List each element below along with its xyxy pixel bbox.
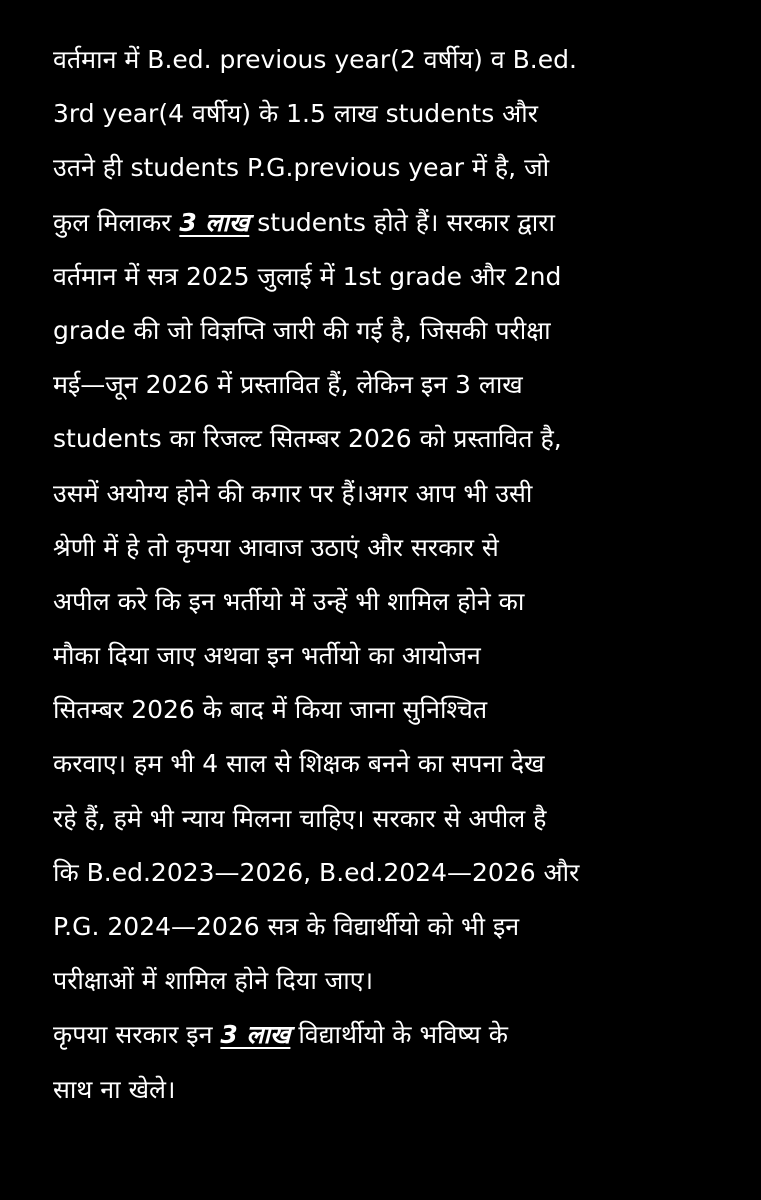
text-line: grade की जो विज्ञप्ति जारी की गई है, जिसकी परीक्षा (53, 315, 551, 345)
emphasis-3-lakh: 3 लाख (179, 207, 250, 237)
text-line: students का रिजल्ट सितम्बर 2026 को प्रस्तावित है, (53, 424, 562, 454)
text-line: सितम्बर 2026 के बाद में किया जाना सुनिश्चित (53, 695, 488, 725)
text-line: 3rd year(4 वर्षीय) के 1.5 लाख students और (53, 99, 538, 129)
text-line: मई—जून 2026 में प्रस्तावित हैं, लेकिन इन 3 लाख (53, 370, 523, 400)
text-line: कि B.ed.2023—2026, B.ed.2024—2026 और (53, 857, 580, 887)
text-line: श्रेणी में हे तो कृपया आवाज उठाएं और सरकार से (53, 532, 499, 562)
text-line: वर्तमान में सत्र 2025 जुलाई में 1st grade और 2nd (53, 261, 562, 291)
text-line: वर्तमान में B.ed. previous year(2 वर्षीय) व B.ed. (53, 45, 577, 74)
text-line: करवाए। हम भी 4 साल से शिक्षक बनने का सपना देख (53, 749, 545, 779)
text-line: मौका दिया जाए अथवा इन भर्तीयो का आयोजन (53, 641, 481, 671)
text-line: अपील करे कि इन भर्तीयो में उन्हें भी शामिल होने का (53, 586, 525, 616)
text-line: कुल मिलाकर 3 लाख students होते हैं। सरकार द्वारा (53, 207, 555, 237)
emphasis-3-lakh: 3 लाख (220, 1020, 291, 1050)
text-line: साथ ना खेले। (53, 1074, 176, 1104)
text-line: उसमें अयोग्य होने की कगार पर हैं।अगर आप भी उसी (53, 478, 533, 508)
text-line: P.G. 2024—2026 सत्र के विद्यार्थीयो को भी इन (53, 912, 520, 941)
notice-text-block (53, 33, 743, 1117)
text-line: रहे हैं, हमे भी न्याय मिलना चाहिए। सरकार से अपील है (53, 803, 547, 833)
text-line: परीक्षाओं में शामिल होने दिया जाए। (53, 966, 374, 996)
text-line: उतने ही students P.G.previous year में है, जो (53, 153, 550, 183)
text-line: कृपया सरकार इन 3 लाख विद्यार्थीयो के भविष्य के (53, 1020, 508, 1050)
